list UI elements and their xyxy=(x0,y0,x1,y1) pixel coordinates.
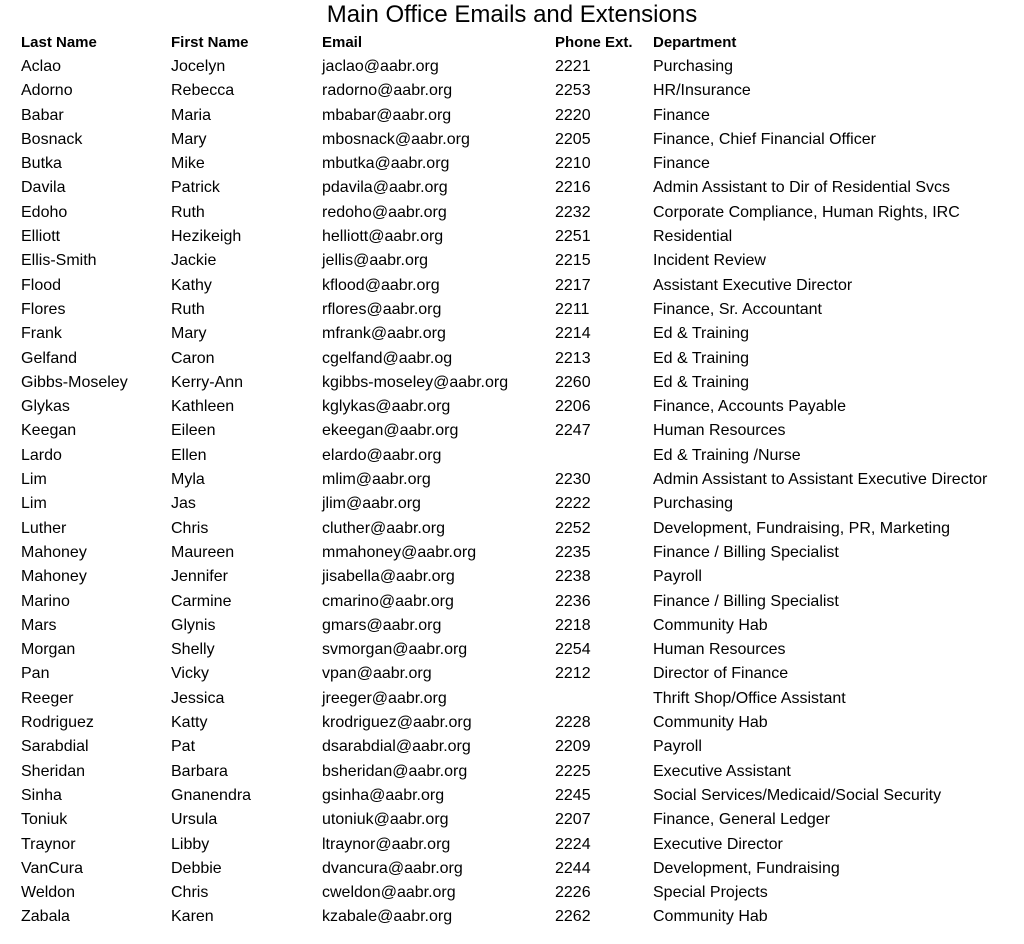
table-row xyxy=(0,104,1024,128)
last-name-cell: Sarabdial xyxy=(21,738,89,756)
last-name-cell: Adorno xyxy=(21,82,73,100)
last-name-cell: Reeger xyxy=(21,689,74,707)
department-cell: Incident Review xyxy=(653,252,766,270)
column-header-first-name: First Name xyxy=(171,34,249,51)
table-row xyxy=(0,735,1024,759)
email-cell: gmars@aabr.org xyxy=(322,616,442,634)
department-cell: Ed & Training xyxy=(653,349,750,367)
phone-ext-cell: 2238 xyxy=(555,568,591,586)
email-cell: jlim@aabr.org xyxy=(322,495,421,513)
column-header-last-name: Last Name xyxy=(21,34,97,51)
department-cell: Finance, Chief Financial Officer xyxy=(653,130,876,148)
email-cell: cweldon@aabr.org xyxy=(322,884,456,902)
table-row xyxy=(0,419,1024,443)
last-name-cell: Marino xyxy=(21,592,70,610)
email-cell: kglykas@aabr.org xyxy=(322,398,451,416)
email-cell: jaclao@aabr.org xyxy=(322,58,439,75)
email-cell: ekeegan@aabr.org xyxy=(322,422,459,440)
first-name-cell: Eileen xyxy=(171,422,216,440)
table-row xyxy=(0,274,1024,298)
first-name-cell: Rebecca xyxy=(171,82,235,100)
last-name-cell: Mars xyxy=(21,616,57,634)
table-row xyxy=(0,638,1024,662)
first-name-cell: Jas xyxy=(171,495,196,513)
department-cell: Thrift Shop/Office Assistant xyxy=(653,689,846,707)
department-cell: Payroll xyxy=(653,568,702,586)
phone-ext-cell: 2252 xyxy=(555,519,591,537)
email-cell: jreeger@aabr.org xyxy=(322,689,447,707)
email-cell: mfrank@aabr.org xyxy=(322,325,446,343)
phone-ext-cell: 2210 xyxy=(555,155,591,173)
email-cell: mlim@aabr.org xyxy=(322,471,431,489)
first-name-cell: Patrick xyxy=(171,179,220,197)
phone-ext-cell: 2211 xyxy=(555,300,590,318)
email-cell: radorno@aabr.org xyxy=(322,82,453,100)
table-row xyxy=(0,808,1024,832)
last-name-cell: Luther xyxy=(21,519,67,537)
phone-ext-cell: 2260 xyxy=(555,373,591,391)
phone-ext-cell: 2206 xyxy=(555,398,591,416)
table-header-row xyxy=(0,31,1024,55)
email-cell: svmorgan@aabr.org xyxy=(322,641,468,659)
department-cell: Finance xyxy=(653,155,710,173)
column-header-email: Email xyxy=(322,34,363,51)
first-name-cell: Ruth xyxy=(171,203,205,221)
table-row xyxy=(0,541,1024,565)
last-name-cell: Sheridan xyxy=(21,762,86,780)
last-name-cell: Babar xyxy=(21,106,64,124)
first-name-cell: Mary xyxy=(171,325,207,343)
table-row xyxy=(0,833,1024,857)
last-name-cell: Rodriguez xyxy=(21,714,94,732)
last-name-cell: Lim xyxy=(21,495,47,513)
last-name-cell: VanCura xyxy=(21,859,83,877)
last-name-cell: Morgan xyxy=(21,641,76,659)
phone-ext-cell: 2253 xyxy=(555,82,591,100)
phone-ext-cell: 2232 xyxy=(555,203,591,221)
email-cell: mbabar@aabr.org xyxy=(322,106,452,124)
department-cell: Admin Assistant to Assistant Executive Director xyxy=(653,471,988,489)
phone-ext-cell: 2218 xyxy=(555,616,591,634)
first-name-cell: Jocelyn xyxy=(171,58,226,75)
phone-ext-cell: 2216 xyxy=(555,179,591,197)
table-row xyxy=(0,249,1024,273)
table-row xyxy=(0,614,1024,638)
email-cell: krodriguez@aabr.org xyxy=(322,714,472,732)
department-cell: Executive Director xyxy=(653,835,783,853)
phone-ext-cell: 2236 xyxy=(555,592,591,610)
phone-ext-cell: 2254 xyxy=(555,641,591,659)
email-cell: vpan@aabr.org xyxy=(322,665,432,683)
column-header-department: Department xyxy=(653,34,737,51)
department-cell: Corporate Compliance, Human Rights, IRC xyxy=(653,203,960,221)
department-cell: Finance, Sr. Accountant xyxy=(653,300,822,318)
email-cell: cgelfand@aabr.og xyxy=(322,349,453,367)
email-cell: rflores@aabr.org xyxy=(322,300,442,318)
last-name-cell: Edoho xyxy=(21,203,68,221)
department-cell: Community Hab xyxy=(653,714,768,732)
first-name-cell: Gnanendra xyxy=(171,786,252,804)
phone-ext-cell: 2226 xyxy=(555,884,591,902)
email-cell: cmarino@aabr.org xyxy=(322,592,454,610)
email-cell: pdavila@aabr.org xyxy=(322,179,448,197)
first-name-cell: Chris xyxy=(171,519,209,537)
first-name-cell: Ruth xyxy=(171,300,205,318)
first-name-cell: Ellen xyxy=(171,446,207,464)
department-cell: Development, Fundraising, PR, Marketing xyxy=(653,519,951,537)
email-cell: dsarabdial@aabr.org xyxy=(322,738,471,756)
phone-ext-cell: 2213 xyxy=(555,349,591,367)
department-cell: Director of Finance xyxy=(653,665,789,683)
last-name-cell: Zabala xyxy=(21,908,70,926)
last-name-cell: Flood xyxy=(21,276,62,294)
phone-ext-cell: 2224 xyxy=(555,835,591,853)
table-row xyxy=(0,881,1024,905)
table-row xyxy=(0,687,1024,711)
table-row xyxy=(0,590,1024,614)
first-name-cell: Myla xyxy=(171,471,205,489)
phone-ext-cell: 2220 xyxy=(555,106,591,124)
table-row xyxy=(0,760,1024,784)
last-name-cell: Glykas xyxy=(21,398,70,416)
table-row xyxy=(0,322,1024,346)
last-name-cell: Aclao xyxy=(21,58,62,75)
table-row xyxy=(0,517,1024,541)
last-name-cell: Pan xyxy=(21,665,50,683)
department-cell: Community Hab xyxy=(653,908,768,926)
phone-ext-cell: 2230 xyxy=(555,471,591,489)
phone-ext-cell: 2212 xyxy=(555,665,591,683)
department-cell: Human Resources xyxy=(653,641,786,659)
first-name-cell: Barbara xyxy=(171,762,228,780)
email-cell: jisabella@aabr.org xyxy=(322,568,455,586)
email-cell: kflood@aabr.org xyxy=(322,276,440,294)
last-name-cell: Bosnack xyxy=(21,130,83,148)
table-row xyxy=(0,662,1024,686)
phone-ext-cell: 2214 xyxy=(555,325,591,343)
table-row xyxy=(0,201,1024,225)
department-cell: Payroll xyxy=(653,738,702,756)
phone-ext-cell: 2215 xyxy=(555,252,591,270)
first-name-cell: Glynis xyxy=(171,616,216,634)
first-name-cell: Debbie xyxy=(171,859,222,877)
department-cell: Purchasing xyxy=(653,495,734,513)
email-cell: helliott@aabr.org xyxy=(322,228,444,246)
column-header-phone-ext: Phone Ext. xyxy=(555,34,633,51)
phone-ext-cell: 2228 xyxy=(555,714,591,732)
last-name-cell: Mahoney xyxy=(21,568,87,586)
first-name-cell: Shelly xyxy=(171,641,215,659)
department-cell: Admin Assistant to Dir of Residential Svcs xyxy=(653,179,951,197)
phone-ext-cell: 2262 xyxy=(555,908,591,926)
email-cell: ltraynor@aabr.org xyxy=(322,835,451,853)
table-row xyxy=(0,128,1024,152)
phone-ext-cell: 2245 xyxy=(555,786,591,804)
email-cell: dvancura@aabr.org xyxy=(322,859,463,877)
table-row xyxy=(0,492,1024,516)
phone-ext-cell: 2221 xyxy=(555,58,591,75)
department-cell: Purchasing xyxy=(653,58,734,75)
email-cell: redoho@aabr.org xyxy=(322,203,447,221)
department-cell: Executive Assistant xyxy=(653,762,791,780)
phone-ext-cell: 2209 xyxy=(555,738,591,756)
phone-ext-cell: 2251 xyxy=(555,228,591,246)
last-name-cell: Ellis-Smith xyxy=(21,252,97,270)
department-cell: Finance, General Ledger xyxy=(653,811,830,829)
first-name-cell: Mary xyxy=(171,130,207,148)
department-cell: Finance / Billing Specialist xyxy=(653,592,839,610)
department-cell: Finance xyxy=(653,106,710,124)
last-name-cell: Elliott xyxy=(21,228,61,246)
page-title: Main Office Emails and Extensions xyxy=(326,1,698,28)
first-name-cell: Mike xyxy=(171,155,205,173)
last-name-cell: Keegan xyxy=(21,422,77,440)
department-cell: Ed & Training xyxy=(653,373,750,391)
last-name-cell: Mahoney xyxy=(21,543,87,561)
first-name-cell: Jennifer xyxy=(171,568,228,586)
last-name-cell: Flores xyxy=(21,300,66,318)
table-row xyxy=(0,711,1024,735)
first-name-cell: Kathy xyxy=(171,276,212,294)
department-cell: Special Projects xyxy=(653,884,768,902)
table-row xyxy=(0,565,1024,589)
department-cell: Community Hab xyxy=(653,616,768,634)
email-cell: bsheridan@aabr.org xyxy=(322,762,468,780)
department-cell: Ed & Training /Nurse xyxy=(653,446,801,464)
first-name-cell: Vicky xyxy=(171,665,209,683)
department-cell: Development, Fundraising xyxy=(653,859,840,877)
first-name-cell: Ursula xyxy=(171,811,218,829)
table-row xyxy=(0,55,1024,79)
first-name-cell: Katty xyxy=(171,714,208,732)
department-cell: HR/Insurance xyxy=(653,82,751,100)
table-row xyxy=(0,176,1024,200)
last-name-cell: Frank xyxy=(21,325,62,343)
table-row xyxy=(0,371,1024,395)
phone-ext-cell: 2225 xyxy=(555,762,591,780)
last-name-cell: Butka xyxy=(21,155,62,173)
phone-ext-cell: 2235 xyxy=(555,543,591,561)
last-name-cell: Lim xyxy=(21,471,47,489)
last-name-cell: Gibbs-Moseley xyxy=(21,373,128,391)
email-cell: mmahoney@aabr.org xyxy=(322,543,477,561)
phone-ext-cell: 2247 xyxy=(555,422,591,440)
department-cell: Finance, Accounts Payable xyxy=(653,398,847,416)
email-cell: gsinha@aabr.org xyxy=(322,786,445,804)
directory-table-body xyxy=(0,55,1024,930)
email-cell: kzabale@aabr.org xyxy=(322,908,453,926)
phone-ext-cell: 2244 xyxy=(555,859,591,877)
first-name-cell: Jackie xyxy=(171,252,217,270)
department-cell: Finance / Billing Specialist xyxy=(653,543,839,561)
first-name-cell: Maria xyxy=(171,106,212,124)
department-cell: Residential xyxy=(653,228,733,246)
first-name-cell: Chris xyxy=(171,884,209,902)
table-row xyxy=(0,225,1024,249)
department-cell: Assistant Executive Director xyxy=(653,276,853,294)
email-cell: mbosnack@aabr.org xyxy=(322,130,470,148)
table-row xyxy=(0,444,1024,468)
phone-ext-cell: 2207 xyxy=(555,811,591,829)
last-name-cell: Sinha xyxy=(21,786,62,804)
first-name-cell: Caron xyxy=(171,349,215,367)
table-row xyxy=(0,298,1024,322)
first-name-cell: Pat xyxy=(171,738,196,756)
email-cell: kgibbs-moseley@aabr.org xyxy=(322,373,509,391)
last-name-cell: Weldon xyxy=(21,884,75,902)
first-name-cell: Karen xyxy=(171,908,214,926)
email-cell: utoniuk@aabr.org xyxy=(322,811,449,829)
phone-ext-cell: 2205 xyxy=(555,130,591,148)
phone-ext-cell: 2222 xyxy=(555,495,591,513)
table-row xyxy=(0,395,1024,419)
last-name-cell: Gelfand xyxy=(21,349,78,367)
department-cell: Social Services/Medicaid/Social Security xyxy=(653,786,942,804)
phone-ext-cell: 2217 xyxy=(555,276,591,294)
email-cell: elardo@aabr.org xyxy=(322,446,442,464)
table-row xyxy=(0,784,1024,808)
email-cell: mbutka@aabr.org xyxy=(322,155,450,173)
email-cell: jellis@aabr.org xyxy=(322,252,429,270)
first-name-cell: Kerry-Ann xyxy=(171,373,244,391)
table-row xyxy=(0,468,1024,492)
last-name-cell: Davila xyxy=(21,179,66,197)
department-cell: Ed & Training xyxy=(653,325,750,343)
first-name-cell: Kathleen xyxy=(171,398,235,416)
last-name-cell: Lardo xyxy=(21,446,62,464)
first-name-cell: Carmine xyxy=(171,592,232,610)
email-cell: cluther@aabr.org xyxy=(322,519,445,537)
first-name-cell: Hezikeigh xyxy=(171,228,242,246)
first-name-cell: Libby xyxy=(171,835,210,853)
department-cell: Human Resources xyxy=(653,422,786,440)
first-name-cell: Jessica xyxy=(171,689,225,707)
first-name-cell: Maureen xyxy=(171,543,235,561)
last-name-cell: Toniuk xyxy=(21,811,68,829)
last-name-cell: Traynor xyxy=(21,835,76,853)
table-row xyxy=(0,905,1024,929)
table-row xyxy=(0,857,1024,881)
table-row xyxy=(0,347,1024,371)
table-row xyxy=(0,79,1024,103)
table-row xyxy=(0,152,1024,176)
